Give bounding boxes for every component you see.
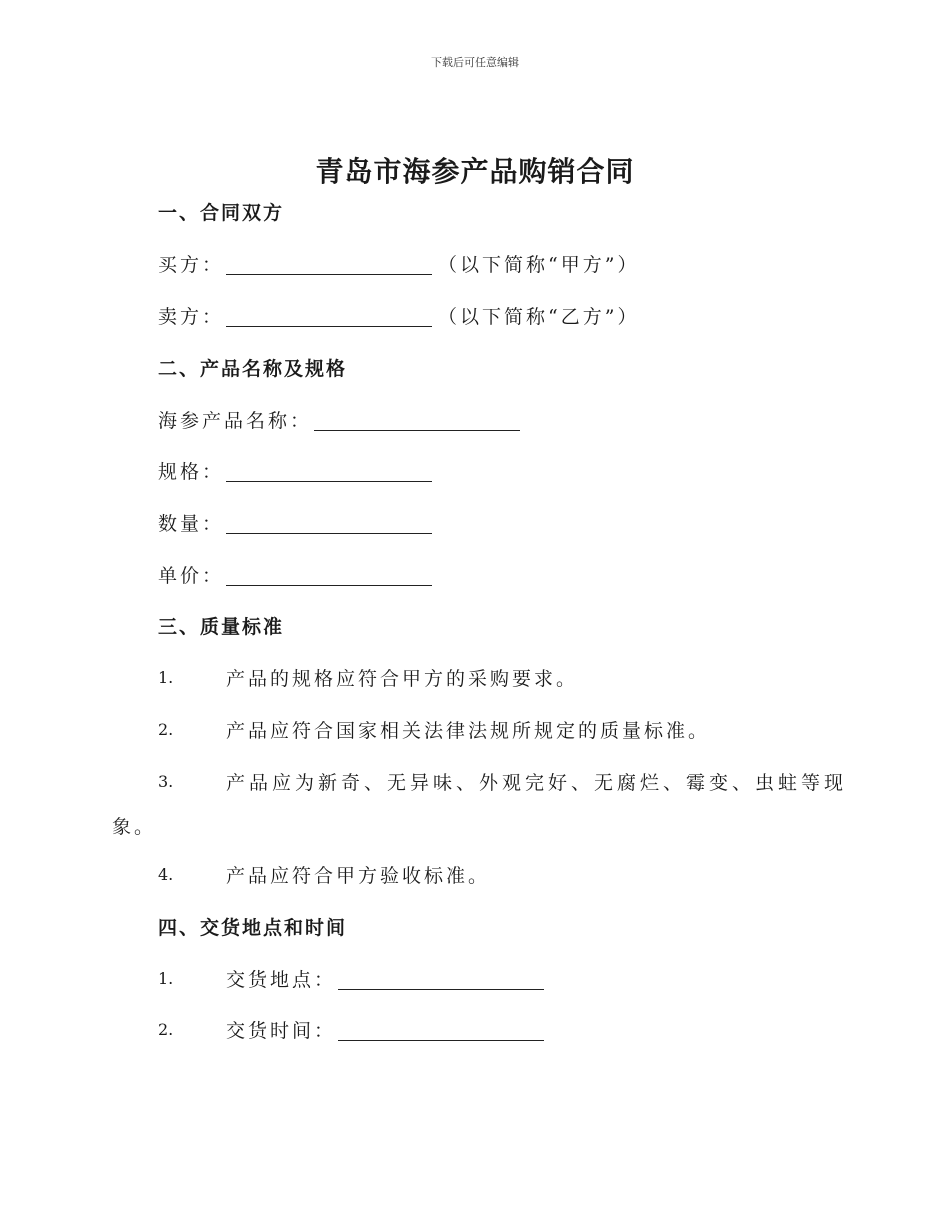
buyer-label: 买方：	[158, 254, 225, 276]
delivery-item	[158, 965, 550, 992]
section-heading-delivery: 四、交货地点和时间	[158, 917, 348, 939]
section-heading-product: 二、产品名称及规格	[158, 358, 348, 380]
seller-suffix: （以下简称“乙方”）	[438, 306, 640, 328]
spec-blank-field[interactable]	[226, 459, 432, 482]
buyer-line	[158, 250, 639, 277]
quality-item-number: 3.	[158, 772, 174, 791]
quality-item-number: 2.	[158, 720, 174, 739]
buyer-blank-field[interactable]	[226, 252, 432, 275]
product-name-line	[158, 406, 526, 433]
quality-item	[158, 664, 578, 691]
unit-price-line	[158, 561, 438, 588]
quality-item	[158, 768, 847, 795]
spec-label: 规格：	[158, 461, 225, 483]
section-heading-quality: 三、质量标准	[158, 616, 285, 638]
quantity-label: 数量：	[158, 513, 225, 535]
quality-item-text: 产品应为新奇、无异味、外观完好、无腐烂、霉变、虫蛀等现	[226, 772, 848, 794]
quality-item	[158, 861, 490, 888]
delivery-item-number: 1.	[158, 969, 174, 988]
seller-line	[158, 302, 639, 329]
delivery-item-number: 2.	[158, 1020, 174, 1039]
buyer-suffix: （以下简称“甲方”）	[438, 254, 640, 276]
delivery-place-blank-field[interactable]	[338, 967, 544, 990]
product-name-blank-field[interactable]	[314, 408, 520, 431]
spec-line	[158, 457, 438, 484]
section-heading-parties: 一、合同双方	[158, 202, 285, 224]
delivery-time-label: 交货时间：	[226, 1020, 337, 1042]
quantity-line	[158, 509, 438, 536]
header-note: 下载后可任意编辑	[431, 56, 519, 69]
quality-item-text: 产品应符合甲方验收标准。	[226, 865, 491, 887]
quality-item-text: 产品应符合国家相关法律法规所规定的质量标准。	[226, 720, 711, 742]
quality-item-number: 4.	[158, 865, 174, 884]
document-title: 青岛市海参产品购销合同	[315, 155, 635, 188]
unit-price-blank-field[interactable]	[226, 563, 432, 586]
unit-price-label: 单价：	[158, 565, 225, 587]
delivery-item	[158, 1016, 550, 1043]
product-name-label: 海参产品名称：	[158, 410, 313, 432]
delivery-time-blank-field[interactable]	[338, 1018, 544, 1041]
delivery-place-label: 交货地点：	[226, 969, 337, 991]
seller-blank-field[interactable]	[226, 304, 432, 327]
seller-label: 卖方：	[158, 306, 225, 328]
quality-item-continuation	[112, 812, 156, 839]
quality-item-continuation-text: 象。	[112, 816, 157, 838]
quality-item-number: 1.	[158, 668, 174, 687]
quality-item-text: 产品的规格应符合甲方的采购要求。	[226, 668, 579, 690]
quantity-blank-field[interactable]	[226, 511, 432, 534]
quality-item	[158, 716, 710, 743]
